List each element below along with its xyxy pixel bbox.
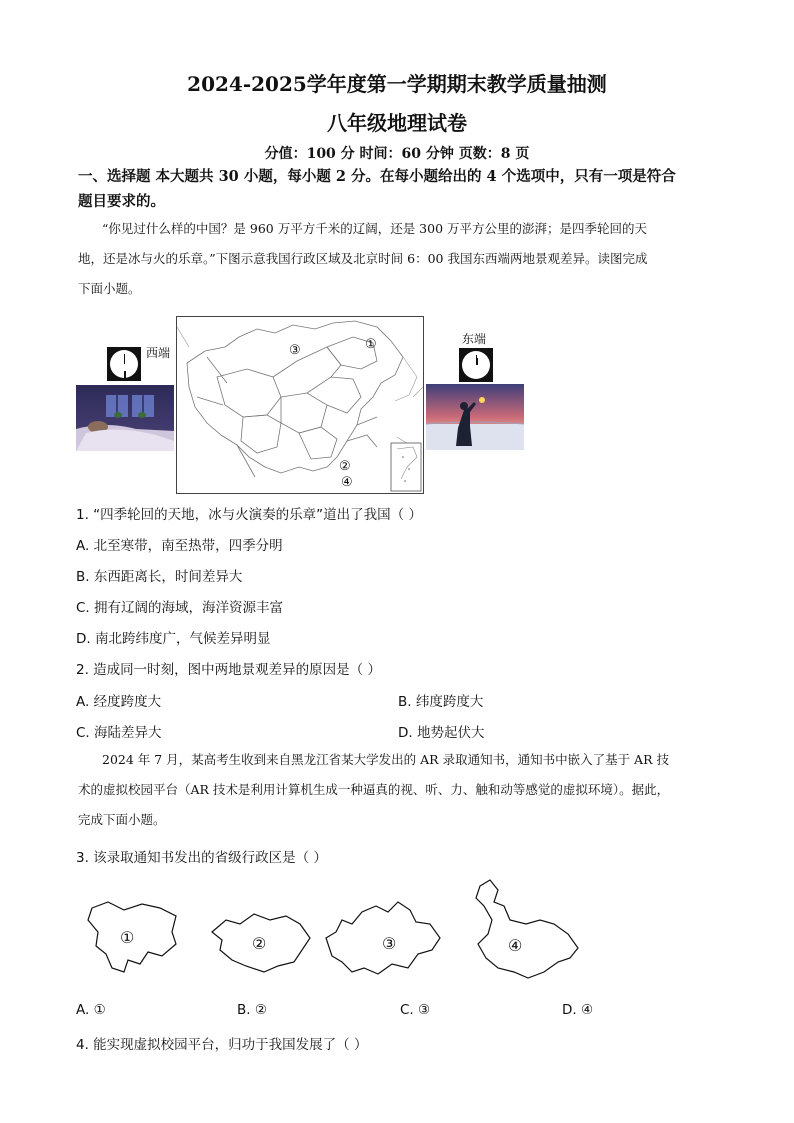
map-marker-4: ④ (341, 475, 353, 490)
map-marker-2: ② (339, 459, 351, 474)
q2-option-c[interactable]: C. 海陆差异大 (76, 725, 162, 741)
east-clock-icon (459, 348, 493, 382)
west-clock-icon (107, 347, 141, 381)
q1-option-d[interactable]: D. 南北跨纬度广，气候差异明显 (76, 631, 271, 647)
province-shapes (76, 876, 596, 988)
q2-option-a[interactable]: A. 经度跨度大 (76, 694, 162, 710)
west-label: 西端 (146, 346, 171, 360)
q2-option-b[interactable]: B. 纬度跨度大 (398, 694, 484, 710)
passage-1-line1: “你见过什么样的中国？是 960 万平方千米的辽阔，还是 300 万平方公里的澎湃；是四季轮回的天 (102, 221, 648, 236)
province-shape-4 (474, 876, 584, 986)
q3-option-d[interactable]: D. ④ (562, 1002, 594, 1018)
section-heading-line1: 一、选择题 本大题共 30 小题，每小题 2 分。在每小题给出的 4 个选项中，只有一项是符合 (78, 168, 676, 185)
china-admin-map (176, 316, 424, 494)
q3-option-b[interactable]: B. ② (237, 1002, 267, 1018)
east-sunrise-photo (426, 384, 524, 450)
q3-option-c[interactable]: C. ③ (400, 1002, 431, 1018)
province-label-4: ④ (508, 936, 523, 955)
figure-china-map (76, 314, 526, 492)
passage-1 (78, 214, 718, 304)
question-2-stem: 2. 造成同一时刻，图中两地景观差异的原因是（ ） (76, 662, 381, 678)
east-label: 东端 (462, 332, 487, 346)
province-label-3: ③ (382, 934, 397, 953)
q1-option-c[interactable]: C. 拥有辽阔的海域，海洋资源丰富 (76, 600, 284, 616)
province-label-1: ① (120, 928, 135, 947)
passage-2-line2: 术的虚拟校园平台（AR 技术是利用计算机生成一种逼真的视、听、力、触和动等感觉的虚拟环境）。据此， (78, 782, 670, 797)
map-marker-1: ① (365, 337, 377, 352)
q3-option-a[interactable]: A. ① (76, 1002, 106, 1018)
question-4-stem: 4. 能实现虚拟校园平台，归功于我国发展了（ ） (76, 1037, 368, 1053)
passage-2-line1: 2024 年 7 月，某高考生收到来自黑龙江省某大学发出的 AR 录取通知书，通知书中嵌入了基于 AR 技 (102, 752, 669, 767)
map-marker-3: ③ (289, 343, 301, 358)
exam-subtitle: 八年级地理试卷 (327, 111, 467, 135)
west-night-photo (76, 385, 174, 451)
section-heading (78, 164, 718, 214)
q1-option-a[interactable]: A. 北至寒带，南至热带，四季分明 (76, 538, 283, 554)
passage-2-line3: 完成下面小题。 (78, 812, 166, 827)
question-1-stem: 1. “四季轮回的天地，冰与火演奏的乐章”道出了我国（ ） (76, 507, 422, 523)
passage-1-line2: 地，还是冰与火的乐章。”下图示意我国行政区域及北京时间 6：00 我国东西端两地景观差异。读图完成 (78, 251, 648, 266)
q1-option-b[interactable]: B. 东西距离长，时间差异大 (76, 569, 243, 585)
exam-info: 分值：100 分 时间：60 分钟 页数：8 页 (264, 146, 530, 162)
exam-title: 2024-2025学年度第一学期期末教学质量抽测 (187, 72, 607, 96)
province-label-2: ② (252, 934, 267, 953)
question-3-stem: 3. 该录取通知书发出的省级行政区是（ ） (76, 850, 327, 866)
section-heading-line2: 题目要求的。 (78, 193, 165, 210)
passage-2 (78, 745, 718, 835)
q2-option-d[interactable]: D. 地势起伏大 (398, 725, 485, 741)
passage-1-line3: 下面小题。 (78, 281, 141, 296)
